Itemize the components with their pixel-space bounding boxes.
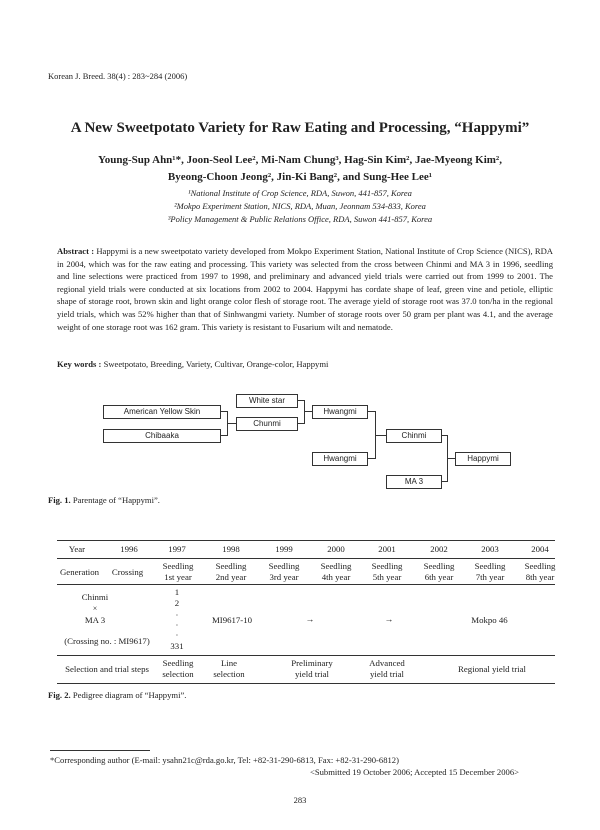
seedling-num-2: 2 [174,598,180,608]
line-name: MI9617-10 [211,615,253,625]
paper-title: A New Sweetpotato Variety for Raw Eating and Processing, “Happymi” [70,120,530,136]
node-chibaaka: Chibaaka [103,429,221,443]
gen-crossing: Crossing [111,567,144,577]
node-chunmi: Chunmi [236,417,298,431]
abstract-text: Happymi is a new sweetpotato variety developed from Mokpo Experiment Station, National Institute of Crop Science (NICS), RDA in 2004, which was for the raw eating and processing. This variety was selected from the cross between Chinmi and MA 3 in 1996, seedling and line selections were practiced from 1997 to 1998, and preliminary and advanced yield trials were carried out from 1999 to 2001. The regional yield trials were conducted at six locations from 2002 to 2004. Happymi has cordate shape of leaf, green vine and petiole, elliptic shape of storage root, brown skin and light orange color flesh of storage root. The average yield of storage root was 37.0 ton/ha in the regional yield trials, which was 52% higher than that of Sinhwangmi variety. Number of storage roots over 50 gram per plant was 4.1, and the average weight of one storage root was 162 gram. This variety is resistant to Fusarium wilt and nematode. [57,246,554,332]
steps-label: Selection and trial steps [65,664,149,674]
fig2-caption-text: Pedigree diagram of “Happymi”. [72,690,187,700]
journal-citation: Korean J. Breed. 38(4) : 283~284 (2006) [48,71,188,81]
seedling-num-331: 331 [170,641,184,651]
gen-1997: Seedling 1st year [162,561,194,582]
cross-times: × [92,604,98,613]
step-regional-yield-trial: Regional yield trial [458,664,526,674]
affiliation-3: ³Policy Management & Public Relations Office, RDA, Suwon 441-857, Korea [167,214,433,224]
keywords-label: Key words : [57,359,102,369]
gen-1999: Seedling 3rd year [268,561,300,582]
submission-dates: <Submitted 19 October 2006; Accepted 15 December 2006> [310,767,519,777]
seedling-dot-2: · [175,620,179,630]
year-1997: 1997 [168,544,186,554]
cross-parent-chinmi: Chinmi [81,592,109,602]
year-2001: 2001 [378,544,396,554]
cross-parent-ma3: MA 3 [84,615,106,625]
figure-2-caption [48,690,186,700]
figure-1-caption [48,495,160,505]
step-advanced-yield-trial: Advanced yield trial [369,658,405,679]
node-white-star: White star [236,394,298,408]
year-2002: 2002 [430,544,448,554]
gen-1998: Seedling 2nd year [215,561,247,582]
year-2003: 2003 [481,544,499,554]
node-ma3: MA 3 [386,475,442,489]
arrow-2: → [384,614,394,624]
author-line-1: Young-Sup Ahn¹*, Joon-Seol Lee², Mi-Nam Chung³, Hag-Sin Kim², Jae-Myeong Kim², [98,154,502,166]
fig2-label: Fig. 2. [48,690,71,700]
arrow-1: → [305,614,315,624]
variety-mokpo46: Mokpo 46 [471,615,508,625]
year-header: Year [68,544,86,554]
year-2004: 2004 [531,544,549,554]
footnote-rule [50,750,150,751]
crossing-number: (Crossing no. : MI9617) [64,636,150,646]
pedigree-table [57,540,555,685]
year-1999: 1999 [275,544,293,554]
step-line-selection: Line selection [213,658,245,679]
fig1-label: Fig. 1. [48,495,71,505]
node-hwangmi-2: Hwangmi [312,452,368,466]
gen-2001: Seedling 5th year [371,561,403,582]
gen-2003: Seedling 7th year [474,561,506,582]
node-hwangmi-1: Hwangmi [312,405,368,419]
node-happymi: Happymi [455,452,511,466]
gen-2004: Seedling 8th year [524,561,556,582]
seedling-dot-3: · [175,630,179,640]
year-1998: 1998 [222,544,240,554]
abstract-label: Abstract : [57,246,95,256]
fig1-caption-text: Parentage of “Happymi”. [72,495,160,505]
generation-label: Generation [59,567,100,577]
corresponding-author: *Corresponding author (E-mail: ysahn21c@rda.go.kr, Tel: +82-31-290-6813, Fax: +82-31-290-6812) [50,755,399,765]
node-chinmi: Chinmi [386,429,442,443]
gen-2000: Seedling 4th year [320,561,352,582]
year-2000: 2000 [327,544,345,554]
step-preliminary-yield-trial: Preliminary yield trial [291,658,333,679]
step-seedling-selection: Seedling selection [162,658,194,679]
keywords-text: Sweetpotato, Breeding, Variety, Cultivar, Orange-color, Happymi [103,359,329,369]
seedling-num-1: 1 [174,587,180,597]
node-american-yellow-skin: American Yellow Skin [103,405,221,419]
year-1996: 1996 [120,544,138,554]
gen-2002: Seedling 6th year [423,561,455,582]
author-line-2: Byeong-Choon Jeong², Jin-Ki Bang², and Sung-Hee Lee¹ [167,171,433,183]
page-number: 283 [293,795,307,805]
affiliation-2: ²Mokpo Experiment Station, NICS, RDA, Muan, Jeonnam 534-833, Korea [174,201,426,211]
affiliation-1: ¹National Institute of Crop Science, RDA, Suwon, 441-857, Korea [188,188,412,198]
seedling-dot-1: · [175,610,179,620]
